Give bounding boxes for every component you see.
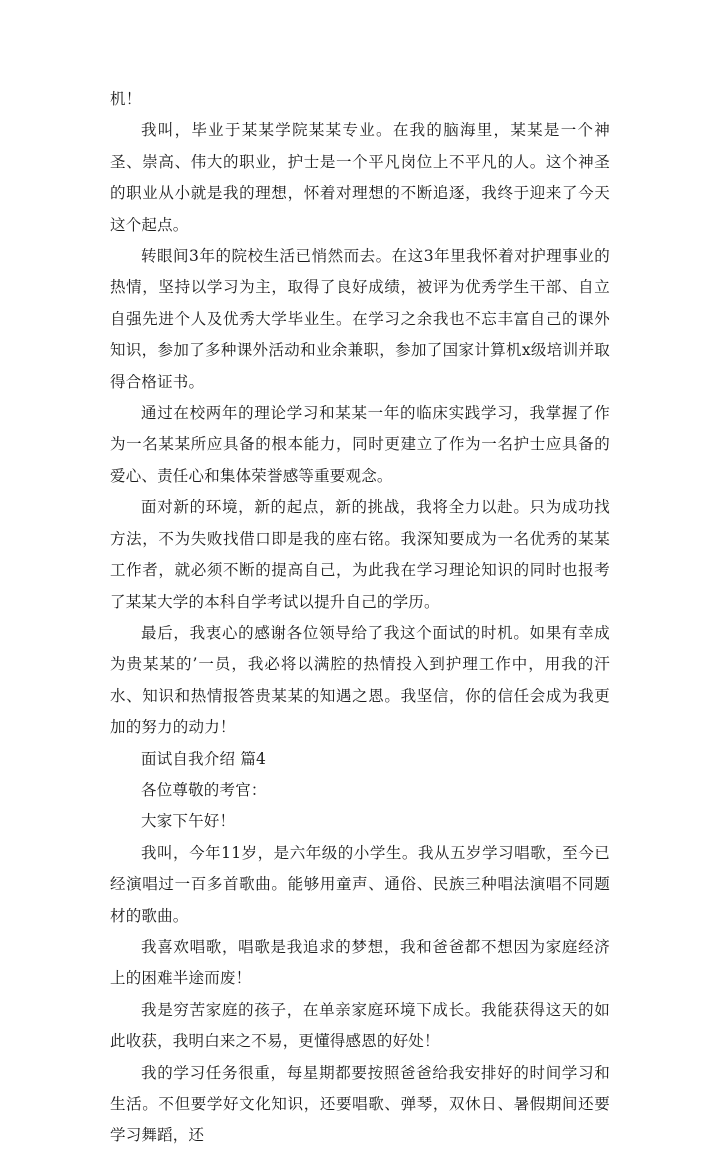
paragraph-college-life: 转眼间3年的院校生活已悄然而去。在这3年里我怀着对护理事业的热情，坚持以学习为主，取得了良好成绩，被评为优秀学生干部、自立自强先进个人及优秀大学毕业生。在学习之余我也不忘丰富自己的课外知识，参加了多种课外活动和业余兼职，参加了国家计算机x级培训并取得合格证书。 — [110, 247, 610, 391]
paragraph-self-intro: 我叫，今年11岁，是六年级的小学生。我从五岁学习唱歌，至今已经演唱过一百多首歌曲。能够用童声、通俗、民族三种唱法演唱不同题材的歌曲。 — [110, 843, 610, 925]
paragraph-new-challenge: 面对新的环境，新的起点，新的挑战，我将全力以赴。只为成功找方法，不为失败找借口即是我的座右铭。我深知要成为一名优秀的某某工作者，就必须不断的提高自己，为此我在学习理论知识的同时也报考了某某大学的本科自学考试以提升自己的学历。 — [110, 498, 610, 611]
paragraph-greeting: 大家下午好！ — [141, 812, 236, 831]
paragraph-study-tasks: 我的学习任务很重，每星期都要按照爸爸给我安排好的时间学习和生活。不但要学好文化知识，还要唱歌、弹琴，双休日、暑假期间还要学习舞蹈，还 — [110, 1063, 610, 1145]
paragraph-continuation: 机！ — [110, 90, 142, 108]
paragraph-intro: 我叫，毕业于某某学院某某专业。在我的脑海里，某某是一个神圣、崇高、伟大的职业，护士是一个平凡岗位上不平凡的人。这个神圣的职业从小就是我的理想，怀着对理想的不断追逐，我终于迎来了今天这个起点。 — [110, 121, 610, 234]
document-body — [110, 84, 610, 1152]
paragraph-closing: 最后，我衷心的感谢各位领导给了我这个面试的时机。如果有幸成为贵某某的’一员，我必将以满腔的热情投入到护理工作中，用我的汗水、知识和热情报答贵某某的知遇之恩。我坚信，你的信任会成为我更加的努力的动力！ — [110, 623, 610, 737]
section-heading: 面试自我介绍 篇4 — [141, 749, 267, 768]
paragraph-singing-dream: 我喜欢唱歌，唱歌是我追求的梦想，我和爸爸都不想因为家庭经济上的困难半途而废！ — [110, 937, 610, 988]
paragraph-family-background: 我是穷苦家庭的孩子，在单亲家庭环境下成长。我能获得这天的如此收获，我明白来之不易，更懂得感恩的好处！ — [110, 1000, 610, 1051]
paragraph-clinical-practice: 通过在校两年的理论学习和某某一年的临床实践学习，我掌握了作为一名某某所应具备的根本能力，同时更建立了作为一名护士应具备的爱心、责任心和集体荣誉感等重要观念。 — [110, 404, 610, 485]
paragraph-salutation: 各位尊敬的考官： — [141, 780, 267, 799]
